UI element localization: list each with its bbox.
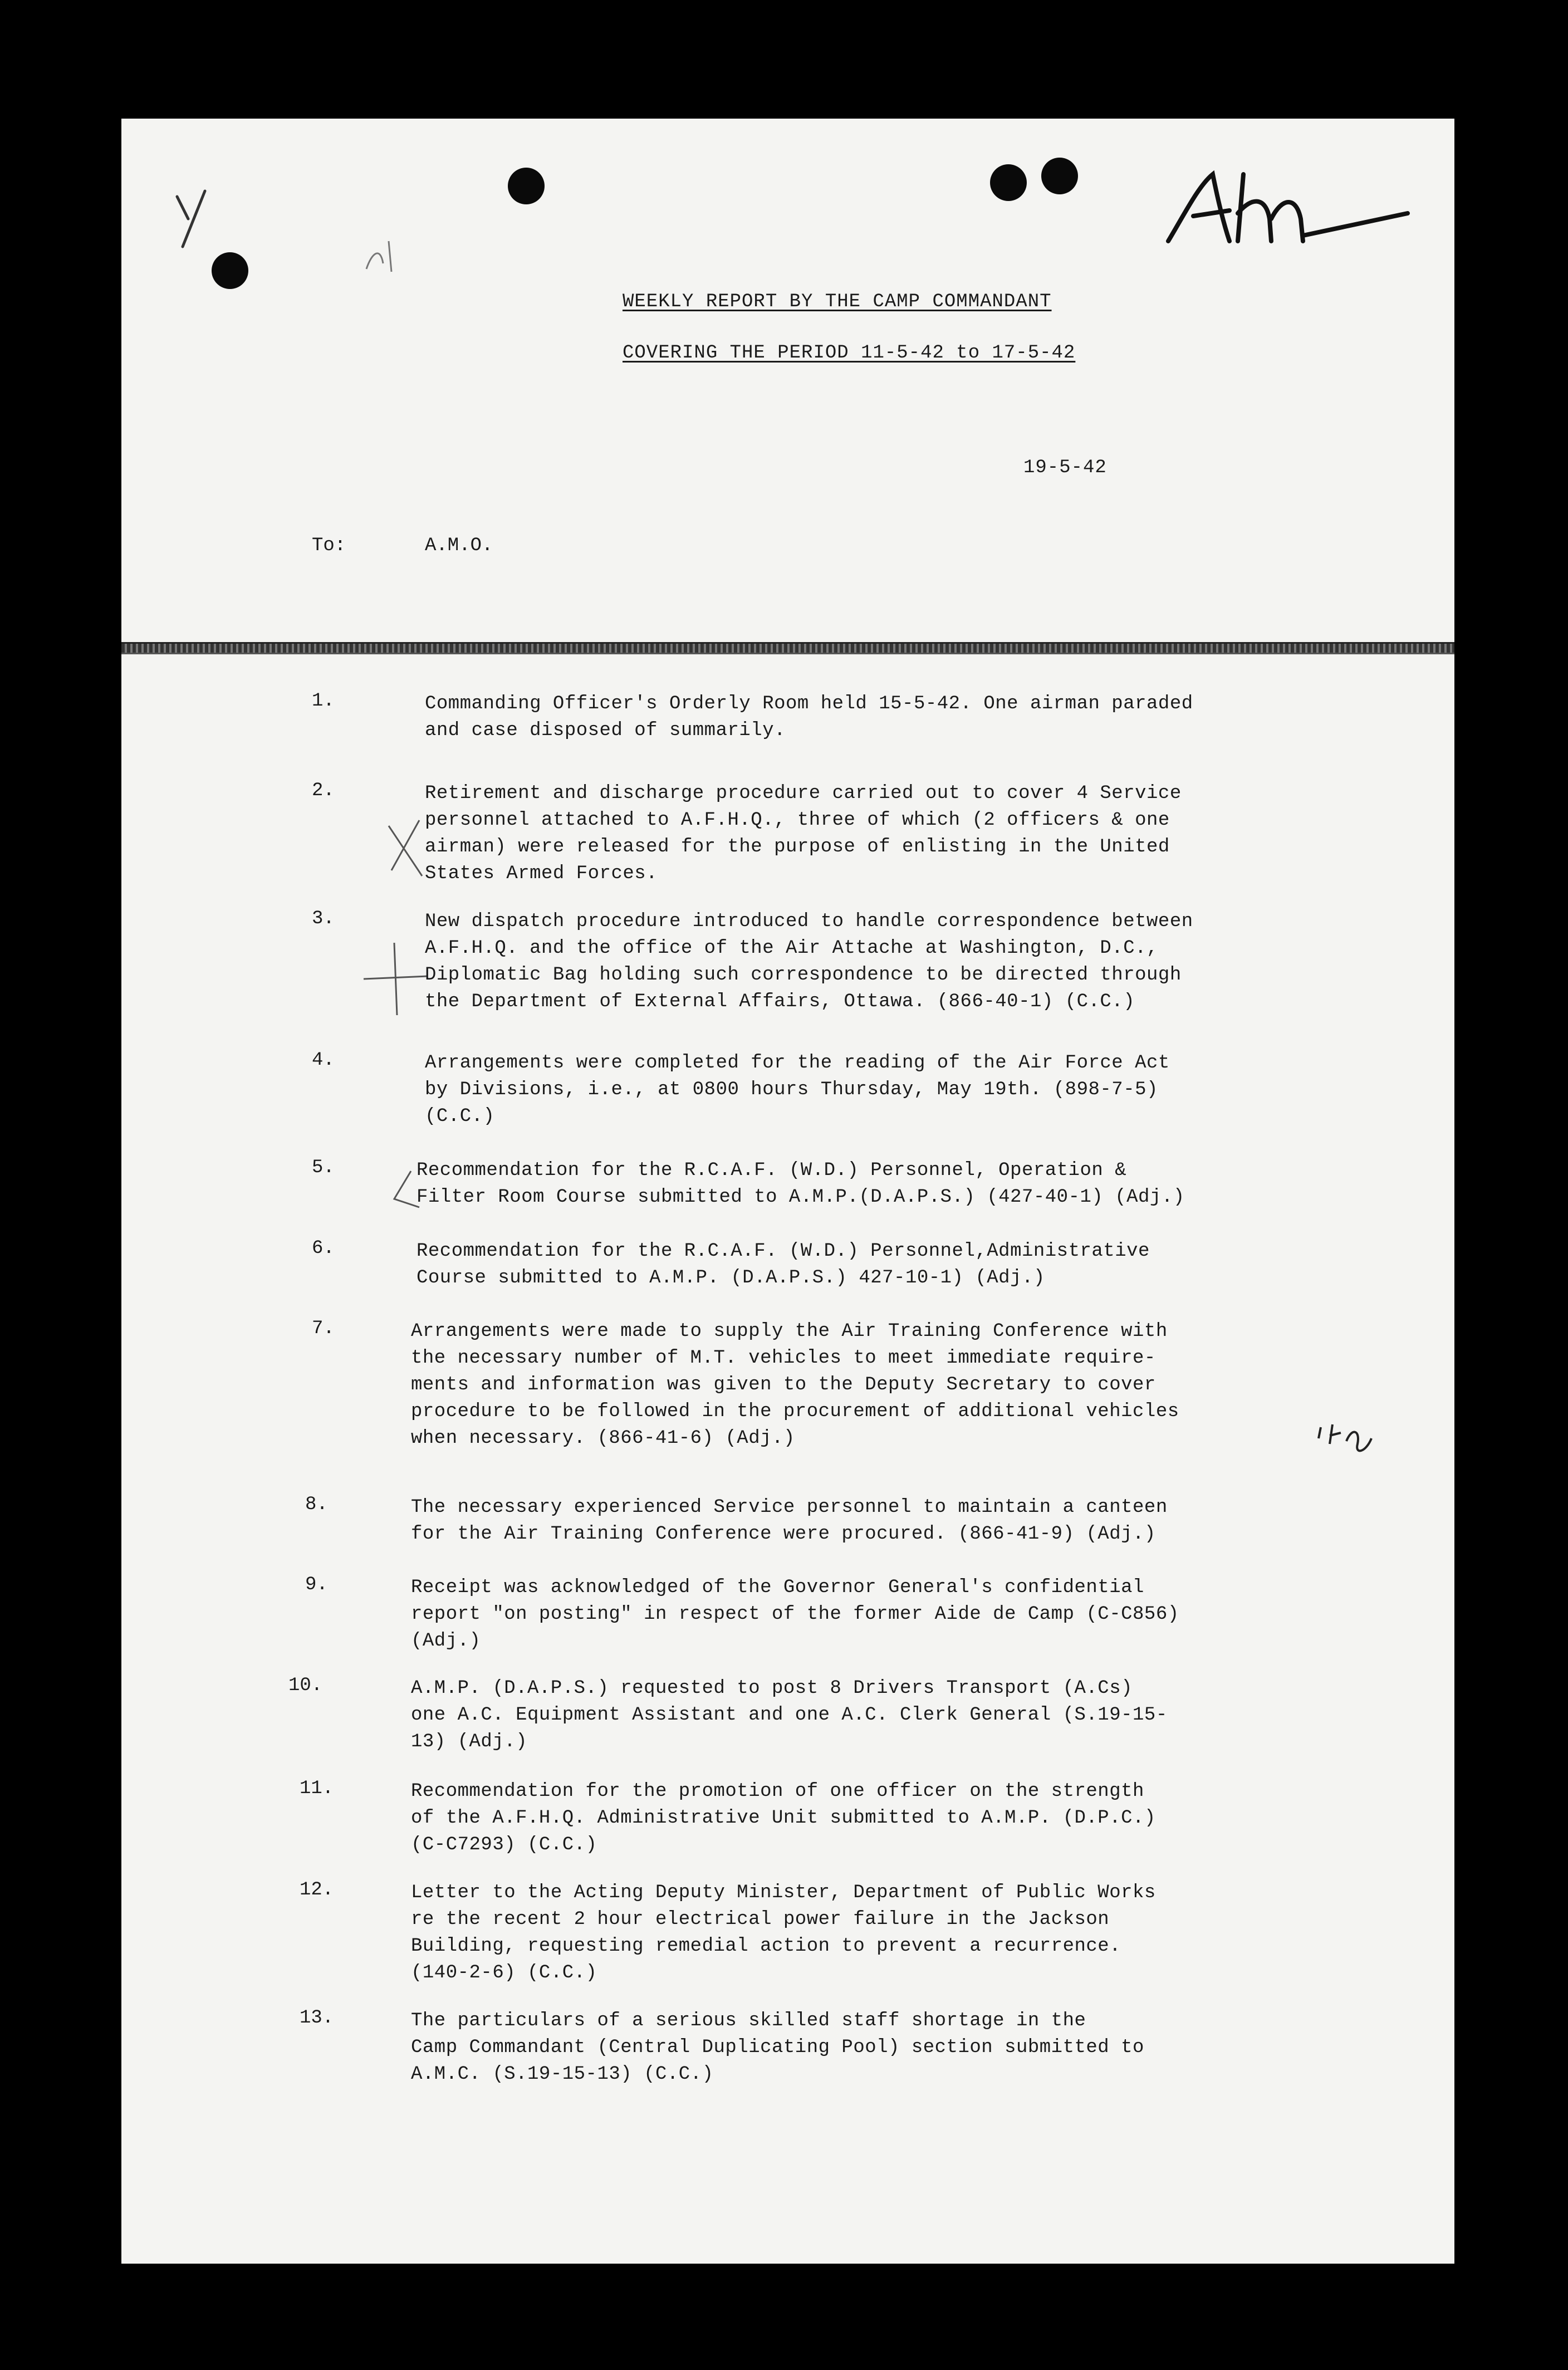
item-number: 2.: [312, 780, 335, 801]
item-number: 11.: [300, 1778, 334, 1799]
item-number: 9.: [305, 1574, 328, 1595]
item-text: Commanding Officer's Orderly Room held 15-5-42. One airman paraded and case disposed of summarily.: [425, 693, 1193, 741]
item-text: Arrangements were made to supply the Air Training Conference with the necessary number of M.T. vehicles to meet immediate require- ments and information was given to the Deputy Secretary to cover procedure to be followed in the procurement of additional vehicles when necessary. (866-41-6) (Adj.): [411, 1321, 1179, 1449]
item-text: Recommendation for the promotion of one officer on the strength of the A.F.H.Q. Administrative Unit submitted to A.M.P. (D.P.C.) (C-C7293) (C.C.): [411, 1781, 1156, 1855]
punch-hole: [508, 168, 545, 204]
page-fold-divider: [121, 642, 1454, 654]
item-text: Recommendation for the R.C.A.F. (W.D.) Personnel, Operation & Filter Room Course submitted to A.M.P.(D.A.P.S.) (427-40-1) (Adj.): [416, 1160, 1185, 1208]
item-number: 8.: [305, 1494, 328, 1515]
item-text: Recommendation for the R.C.A.F. (W.D.) Personnel,Administrative Course submitted to A.M.P. (D.A.P.S.) 427-10-1) (Adj.): [416, 1241, 1150, 1289]
item-number: 4.: [312, 1050, 335, 1071]
item-number: 10.: [288, 1675, 323, 1696]
item-text: The necessary experienced Service personnel to maintain a canteen for the Air Training Conference were procured. (866-41-9) (Adj.): [411, 1497, 1168, 1545]
item-number: 1.: [312, 691, 335, 712]
report-date: 19-5-42: [1023, 457, 1107, 478]
item-text: The particulars of a serious skilled staff shortage in the Camp Commandant (Central Duplicating Pool) section submitted to A.M.C. (S.19-15-13) (C.C.): [411, 2010, 1144, 2085]
item-text: Arrangements were completed for the reading of the Air Force Act by Divisions, i.e., at 0800 hours Thursday, May 19th. (898-7-5) (C.C.): [425, 1052, 1170, 1127]
report-period: COVERING THE PERIOD 11-5-42 to 17-5-42: [623, 342, 1076, 364]
item-text: Receipt was acknowledged of the Governor General's confidential report "on posting" in respect of the former Aide de Camp (C-C856) (Adj.): [411, 1577, 1179, 1652]
item-number: 7.: [312, 1318, 335, 1339]
margin-pencil-mark-icon: [361, 230, 405, 280]
document-page: [121, 119, 1454, 2264]
item-number: 6.: [312, 1238, 335, 1259]
punch-hole: [1041, 158, 1078, 194]
punch-hole: [990, 164, 1027, 201]
item-number: 3.: [312, 908, 335, 929]
item-text: Retirement and discharge procedure carried out to cover 4 Service personnel attached to A.F.H.Q., three of which (2 officers & one airman) were released for the purpose of enlisting in the United States Armed Forces.: [425, 783, 1182, 884]
margin-cross-mark-icon: [355, 937, 433, 1021]
item-text: New dispatch procedure introduced to handle correspondence between A.F.H.Q. and the office of the Air Attache at Washington, D.C., Diplomatic Bag holding such correspondence to be directed through the Department of External Affairs, Ottawa. (866-40-1) (C.C.): [425, 911, 1193, 1012]
item-text: A.M.P. (D.A.P.S.) requested to post 8 Drivers Transport (A.Cs) one A.C. Equipment Assistant and one A.C. Clerk General (S.19-15- 13) (Adj.): [411, 1678, 1168, 1752]
item-text: Letter to the Acting Deputy Minister, Department of Public Works re the recent 2 hour electrical power failure in the Jackson Building, requesting remedial action to prevent a recurrence. (140-2-6) (C.C.): [411, 1882, 1156, 1984]
margin-pencil-mark-icon: [166, 185, 216, 252]
recipient-value: A.M.O.: [425, 535, 493, 556]
punch-hole: [212, 252, 248, 289]
item-number: 13.: [300, 2007, 334, 2029]
item-number: 12.: [300, 1879, 334, 1901]
recipient-label: To:: [312, 535, 346, 556]
item-number: 5.: [312, 1157, 335, 1178]
handwritten-initials-icon: [1146, 152, 1424, 275]
report-title: WEEKLY REPORT BY THE CAMP COMMANDANT: [623, 291, 1052, 312]
